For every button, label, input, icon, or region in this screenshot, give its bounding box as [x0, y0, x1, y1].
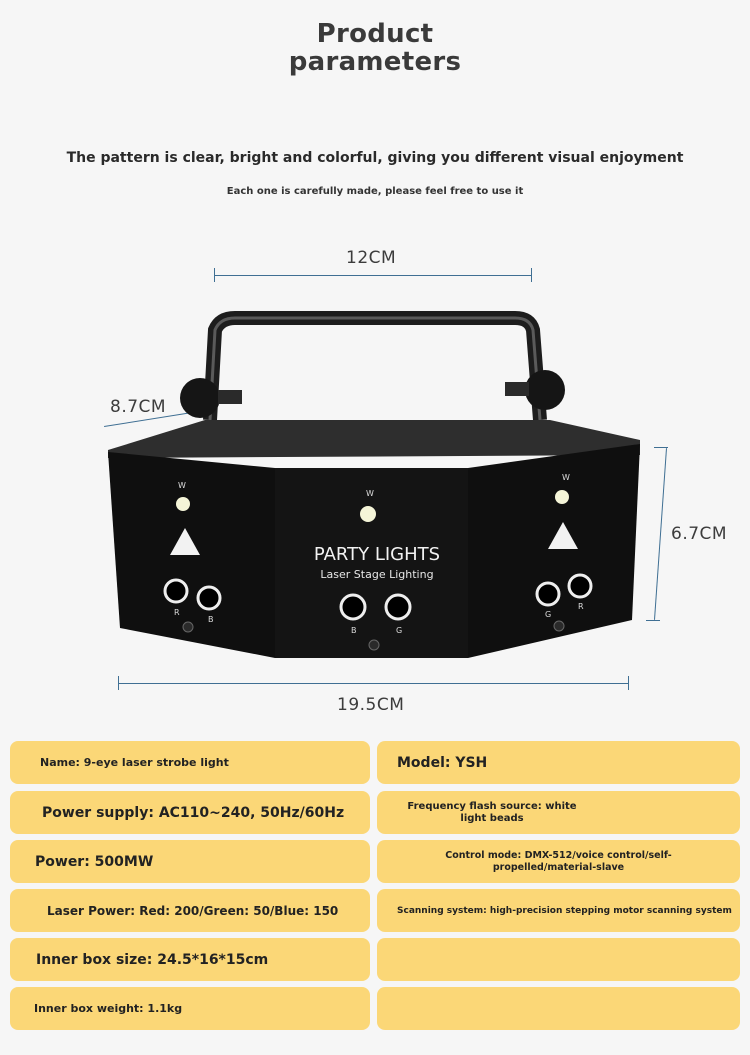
lens-label: B	[208, 615, 214, 624]
spec-cell-empty	[377, 987, 740, 1030]
led-label: W	[366, 489, 374, 498]
lens-green-icon	[537, 583, 559, 605]
spec-inner-box-weight: Inner box weight: 1.1kg	[34, 1002, 183, 1015]
dimension-depth: 8.7CM	[110, 397, 167, 417]
dimension-width-bottom: 19.5CM	[337, 695, 405, 715]
subtitle: The pattern is clear, bright and colorful, giving you different visual enjoyment	[66, 150, 684, 166]
spec-cell	[10, 938, 370, 981]
brand-text: PARTY LIGHTS	[313, 544, 441, 565]
spec-power-supply: Power supply: AC110~240, 50Hz/60Hz	[42, 804, 345, 821]
knob-left-icon	[180, 378, 242, 418]
title-line-2: parameters	[288, 47, 462, 77]
spec-cell	[377, 889, 740, 932]
lens-label: G	[396, 626, 403, 635]
dimension-width-top: 12CM	[346, 248, 397, 268]
lens-red-icon	[165, 580, 187, 602]
lens-red-icon	[569, 575, 591, 597]
spec-scanning-system: Scanning system: high-precision stepping motor scanning system	[397, 905, 732, 916]
spec-cell	[10, 840, 370, 883]
spec-cell	[10, 791, 370, 834]
spec-cell	[10, 741, 370, 784]
microphone-icon	[369, 640, 379, 650]
spec-cell	[10, 987, 370, 1030]
spec-laser-power: Laser Power: Red: 200/Green: 50/Blue: 150	[47, 903, 339, 918]
knob-right-icon	[505, 370, 565, 410]
brand-subtext: Laser Stage Lighting	[320, 568, 434, 581]
title-line-1: Product	[316, 19, 434, 49]
body-top	[108, 420, 640, 458]
lens-label: R	[174, 608, 180, 617]
lens-blue-icon	[341, 595, 365, 619]
spec-cell	[377, 791, 740, 834]
bracket-highlight	[210, 318, 540, 420]
lens-blue-icon	[198, 587, 220, 609]
spec-cell-empty	[377, 938, 740, 981]
microphone-icon	[554, 621, 564, 631]
lens-label: R	[578, 602, 584, 611]
led-label: W	[562, 473, 570, 482]
spec-power: Power: 500MW	[35, 853, 154, 870]
spec-name: Name: 9-eye laser strobe light	[40, 756, 229, 769]
spec-control-mode: Control mode: DMX-512/voice control/self-propelled/material-slave	[445, 849, 672, 873]
tagline: Each one is carefully made, please feel free to use it	[226, 186, 524, 197]
lens-green-icon	[386, 595, 410, 619]
led-label: W	[178, 481, 186, 490]
dimension-height: 6.7CM	[671, 524, 728, 544]
bracket-handle	[210, 318, 540, 420]
led-white-icon	[555, 490, 569, 504]
spec-model: Model: YSH	[397, 754, 488, 771]
led-white-icon	[360, 506, 376, 522]
spec-inner-box-size: Inner box size: 24.5*16*15cm	[36, 951, 269, 968]
spec-flash-source: Frequency flash source: white light beads	[407, 800, 577, 824]
microphone-icon	[183, 622, 193, 632]
lens-label: B	[351, 626, 357, 635]
lens-label: G	[545, 610, 552, 619]
spec-cell	[10, 889, 370, 932]
spec-cell	[377, 840, 740, 883]
led-white-icon	[176, 497, 190, 511]
spec-cell	[377, 741, 740, 784]
